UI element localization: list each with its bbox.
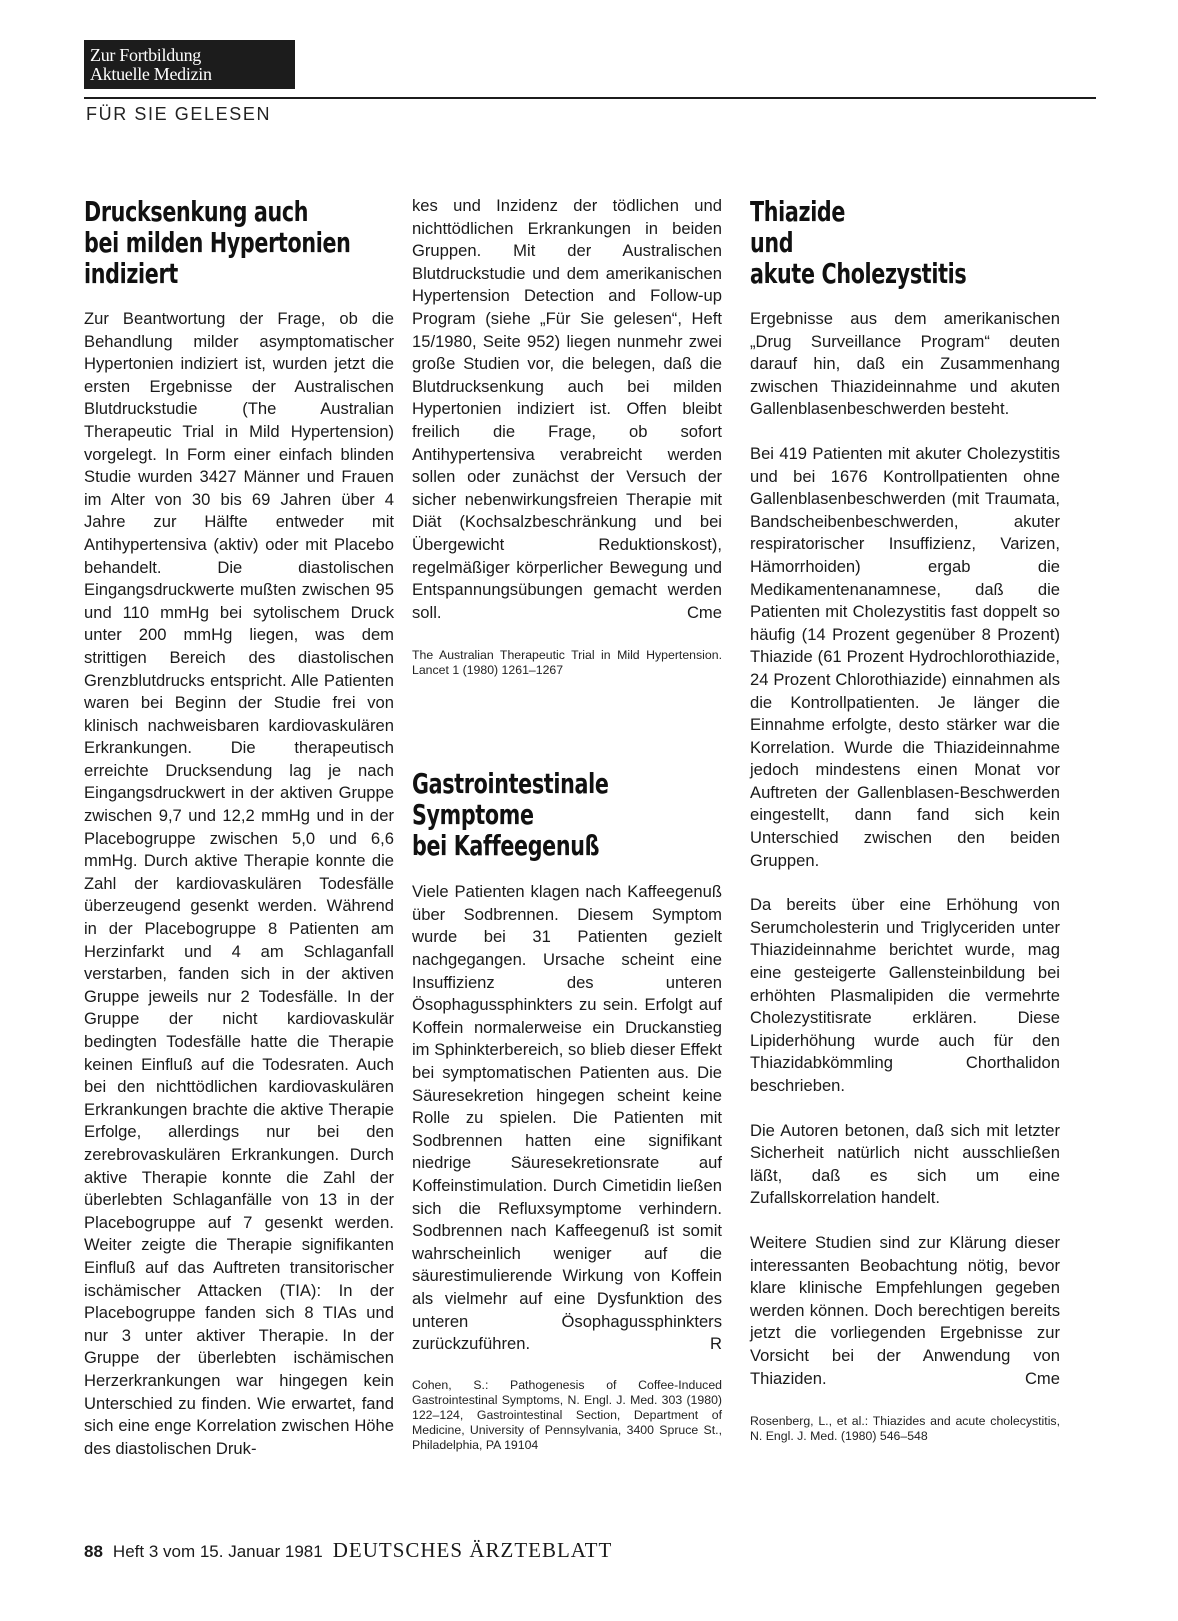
article2-title-line: bei Kaffeegenuß	[412, 829, 600, 863]
article3-reference: Rosenberg, L., et al.: Thiazides and acute cholecystitis, N. Engl. J. Med. (1980) 546–548	[750, 1414, 1060, 1444]
article2-title-line: Gastrointestinale	[412, 767, 609, 801]
article3-signature: Cme	[1024, 1368, 1060, 1388]
issue-info: Heft 3 vom 15. Januar 1981	[112, 1542, 323, 1561]
article3-para-4: Die Autoren betonen, daß sich mit letzter Sicherheit natürlich nicht ausschließen läßt, daß es sich um eine Zufallskorrelation handelt.	[750, 1120, 1060, 1208]
article1-title	[84, 196, 394, 289]
rubric-label	[84, 40, 295, 89]
article1-body-part1: Zur Beantwortung der Frage, ob die Behandlung milder asymptomatischer Hypertonien indiziert ist, wurden jetzt die ersten Ergebnisse der Australischen Blutdruckstudie (The Australian Therapeutic Trial in Mild Hypertension) vorgelegt. In Form einer einfach blinden Studie wurden 3427 Männer und Frauen im Alter von 30 bis 69 Jahren über 4 Jahre zur Hälfte entweder mit Antihypertensiva (aktiv) oder mit Placebo behandelt. Die diastolischen Eingangsdruckwerte mußten zwischen 95 und 110 mmHg bei sytolischem Druck unter 200 mmHg liegen, was dem strittigen Bereich des diastolischen Grenzblutdrucks entspricht. Alle Patienten waren bei Beginn der Studie frei von klinisch nachweisbaren kardiovaskulären Erkrankungen. Die therapeutisch erreichte Drucksendung lag je nach Eingangsdruckwert in der aktiven Gruppe zwischen 9,7 und 12,2 mmHg und in der Placebogruppe zwischen 5,0 und 6,6 mmHg. Durch aktive Therapie konnte die Zahl der kardiovaskulären Todesfälle überzeugend gesenkt werden. Während in der Placebogruppe 8 Patienten am Herzinfarkt und 4 am Schlaganfall verstarben, fanden sich in der aktiven Gruppe jeweils nur 2 Todesfälle. In der Gruppe der nicht kardiovaskulär bedingten Todesfälle hatte die Therapie keinen Einfluß auf die Todesraten. Auch bei den nichttödlichen kardiovaskulären Erkrankungen brachte die aktive Therapie Erfolge, allerdings nur bei den zerebrovaskulären Erkrankungen. Durch aktive Therapie konnte die Zahl der überlebten Schlaganfälle von 13 in der Placebogruppe auf 7 gesenkt werden. Weiter zeigte die Therapie signifikanten Einfluß auf das Auftreten transitorischer ischämischer Attacken (TIA): In der Placebogruppe fanden sich 8 TIAs und nur 3 unter aktiver Therapie. In der Gruppe der überlebten ischämischen Herzerkrankungen war hingegen kein Unterschied zu finden. Wie erwartet, fand sich eine enge Korrelation zwischen Höhe des diastolischen Druk-	[84, 309, 394, 1458]
article1-body-part2	[412, 195, 722, 624]
article3-title-line: Thiazide	[750, 195, 846, 228]
article3-para-5-text: Weitere Studien sind zur Klärung dieser interessanten Beobachtung nötig, bevor klare klinische Empfehlungen gegeben werden können. Doch berechtigen bereits jetzt die vorliegenden Ergebnisse zur Vorsicht bei der Anwendung von Thiaziden.	[750, 1232, 1060, 1388]
article3-para-1: Ergebnisse aus dem amerikanischen „Drug Surveillance Program“ deuten darauf hin, daß ein Zusammenhang zwischen Thiazideinnahme und akuten Gallenblasenbeschwerden besteht.	[750, 309, 1060, 419]
page-number: 88	[84, 1542, 103, 1561]
section-title: FÜR SIE GELESEN	[86, 104, 272, 124]
column-1	[84, 196, 394, 1460]
article3-title-line: akute Cholezystitis	[750, 257, 967, 290]
column-3	[750, 196, 1060, 1444]
article1-reference: The Australian Therapeutic Trial in Mild Hypertension. Lancet 1 (1980) 1261–1267	[412, 648, 722, 678]
article1-title-line: bei milden Hypertonien	[84, 226, 351, 259]
article2-body	[412, 881, 722, 1355]
article3-title	[750, 196, 1060, 289]
article2-reference: Cohen, S.: Pathogenesis of Coffee-Induced Gastrointestinal Symptoms, N. Engl. J. Med. 303 (1980) 122–124, Gastrointestinal Section, Department of Medicine, University of Pennsylvania, 3400 Spruce St., Philadelphia, PA 19104	[412, 1377, 722, 1452]
journal-name: DEUTSCHES ÄRZTEBLATT	[332, 1538, 613, 1562]
rubric-line-2: Aktuelle Medizin	[90, 64, 212, 84]
article3-para-2: Bei 419 Patienten mit akuter Cholezystitis und bei 1676 Kontrollpatienten ohne Gallenblasenbeschwerden (mit Traumata, Bandscheibenbeschwerden, akuter respiratorischer Insuffizienz, Varizen, Hämorrhoiden) ergab die Medikamentenanamnese, daß die Patienten mit Cholezystitis fast doppelt so häufig (14 Prozent gegenüber 8 Prozent) Thiazide (61 Prozent Hydrochlorothiazide, 24 Prozent Chlorothiazide) einnahmen als die Kontrollpatienten. Je länger die Einnahme erfolgte, desto stärker war die Korrelation. Wurde die Thiazideinnahme jedoch mindestens einen Monat vor Auftreten der Gallenblasen-Beschwerden eingestellt, dann fand sich kein Unterschied zwischen den beiden Gruppen.	[750, 443, 1060, 870]
article1-title-line: indiziert	[84, 257, 178, 290]
article3-para-5	[750, 1232, 1060, 1390]
article3-title-line: und	[750, 226, 794, 259]
article2-body-text: Viele Patienten klagen nach Kaffeegenuß über Sodbrennen. Diesem Symptom wurde bei 31 Patienten gezielt nachgegangen. Ursache scheint eine Insuffizienz des unteren Ösophagussphinkters zu sein. Erfolgt auf Koffein normalerweise ein Druckanstieg im Sphinkterbereich, so blieb dieser Effekt bei symptomatischen Patienten aus. Die Säuresekretion hingegen scheint keine Rolle zu spielen. Die Patienten mit Sodbrennen hatten eine signifikant niedrige Säuresekretionsrate auf Koffeinstimulation. Durch Cimetidin ließen sich die Refluxsymptome verhindern. Sodbrennen nach Kaffeegenuß ist somit wahrscheinlich weniger auf die säurestimulierende Wirkung von Koffein als vielmehr auf eine Dysfunktion des unteren Ösophagussphinkters zurückzuführen.	[412, 882, 722, 1354]
article1-title-line: Drucksenkung auch	[84, 195, 309, 228]
article2-title	[412, 768, 722, 861]
rubric-line-1: Zur Fortbildung	[90, 45, 201, 65]
column-2	[412, 195, 722, 1453]
page-footer	[84, 1538, 612, 1563]
article3-para-3: Da bereits über eine Erhöhung von Serumcholesterin und Triglyceriden unter Thiazideinnahme berichtet wurde, mag eine gesteigerte Gallensteinbildung bei erhöhten Plasmalipiden die vermehrte Cholezystitisrate erklären. Diese Lipiderhöhung wurde auch für den Thiazidabkömmling Chorthalidon beschrieben.	[750, 895, 1060, 1095]
article1-body-text: kes und Inzidenz der tödlichen und nichttödlichen Erkrankungen in beiden Gruppen. Mit der Australischen Blutdruckstudie und dem amerikanischen Hypertension Detection and Follow-up Program (siehe „Für Sie gelesen“, Heft 15/1980, Seite 952) liegen nunmehr zwei große Studien vor, die belegen, daß die Blutdrucksenkung auch bei milden Hypertonien indiziert ist. Offen bleibt freilich die Frage, ob sofort Antihypertensiva verabreicht werden sollen oder zunächst der Versuch der sicher nebenwirkungsfreien Therapie mit Diät (Kochsalzbeschränkung und bei Übergewicht Reduktionskost), regelmäßiger körperlicher Bewegung und Entspannungsübungen gemacht werden soll.	[412, 196, 722, 622]
article2-title-line: Symptome	[412, 798, 534, 832]
header-rule	[84, 97, 1096, 99]
article1-signature: Cme	[686, 602, 722, 622]
article2-signature: R	[710, 1334, 722, 1354]
